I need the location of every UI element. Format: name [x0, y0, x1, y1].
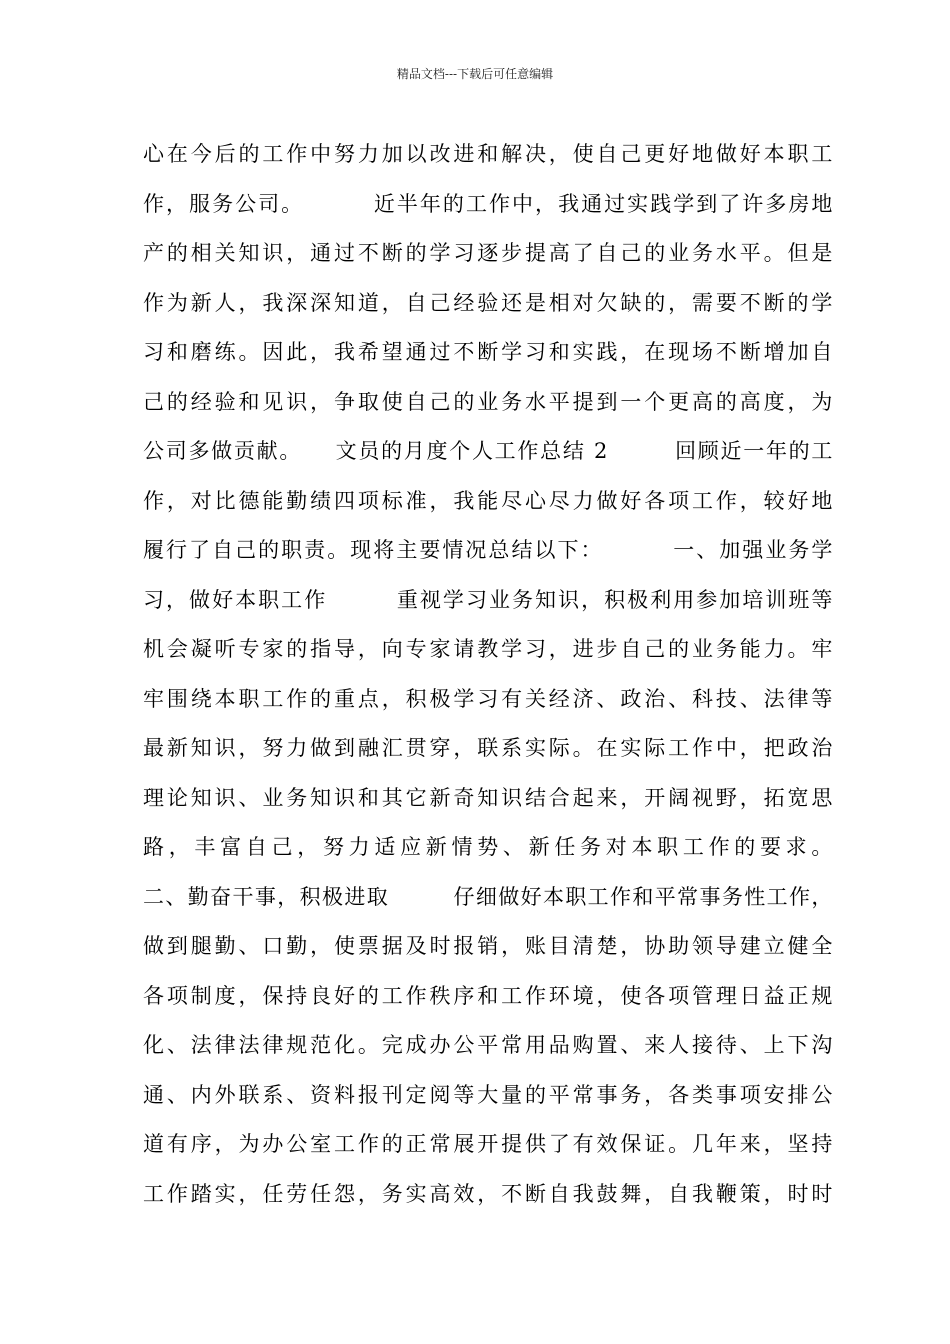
text-line: 通、内外联系、资料报刊定阅等大量的平常事务，各类事项安排公 [143, 1082, 833, 1107]
text-line: 路，丰富自己，努力适应新情势、新任务对本职工作的要求。 [143, 835, 833, 859]
text-line: 习，做好本职工作 重视学习业务知识，积极利用参加培训班等 [143, 587, 833, 612]
text-line: 产的相关知识，通过不断的学习逐步提高了自己的业务水平。但是 [143, 241, 833, 265]
text-line: 习和磨练。因此，我希望通过不断学习和实践，在现场不断增加自 [143, 340, 833, 364]
text-line: 履行了自己的职责。现将主要情况总结以下： 一、加强业务学 [143, 538, 833, 562]
text-line: 作，服务公司。 近半年的工作中，我通过实践学到了许多房地 [143, 191, 833, 216]
body-text [143, 134, 833, 1223]
text-line: 理论知识、业务知识和其它新奇知识结合起来，开阔视野，拓宽思 [143, 785, 833, 810]
text-line: 机会凝听专家的指导，向专家请教学习，进步自己的业务能力。牢 [143, 637, 833, 661]
text-line: 己的经验和见识，争取使自己的业务水平提到一个更高的高度，为 [143, 389, 833, 414]
text-line: 各项制度，保持良好的工作秩序和工作环境，使各项管理日益正规 [143, 983, 833, 1008]
text-line: 二、勤奋干事，积极进取 仔细做好本职工作和平常事务性工作， [143, 884, 833, 909]
text-line: 心在今后的工作中努力加以改进和解决，使自己更好地做好本职工 [143, 142, 833, 166]
page-header: 精品文档---下载后可任意编辑 [396, 67, 554, 81]
text-line: 最新知识，努力做到融汇贯穿，联系实际。在实际工作中，把政治 [143, 736, 833, 760]
text-line: 道有序，为办公室工作的正常展开提供了有效保证。几年来，坚持 [143, 1132, 833, 1156]
text-line: 工作踏实，任劳任怨，务实高效，不断自我鼓舞，自我鞭策，时时 [143, 1181, 833, 1206]
text-line: 牢围绕本职工作的重点，积极学习有关经济、政治、科技、法律等 [143, 686, 833, 711]
text-line: 作，对比德能勤绩四项标准，我能尽心尽力做好各项工作，较好地 [143, 488, 833, 513]
text-line: 作为新人，我深深知道，自己经验还是相对欠缺的，需要不断的学 [143, 290, 833, 315]
text-line: 化、法律法律规范化。完成办公平常用品购置、来人接待、上下沟 [143, 1033, 833, 1057]
text-line: 公司多做贡献。 文员的月度个人工作总结 2 回顾近一年的工 [143, 439, 833, 463]
text-line: 做到腿勤、口勤，使票据及时报销，账目清楚，协助领导建立健全 [143, 934, 833, 958]
